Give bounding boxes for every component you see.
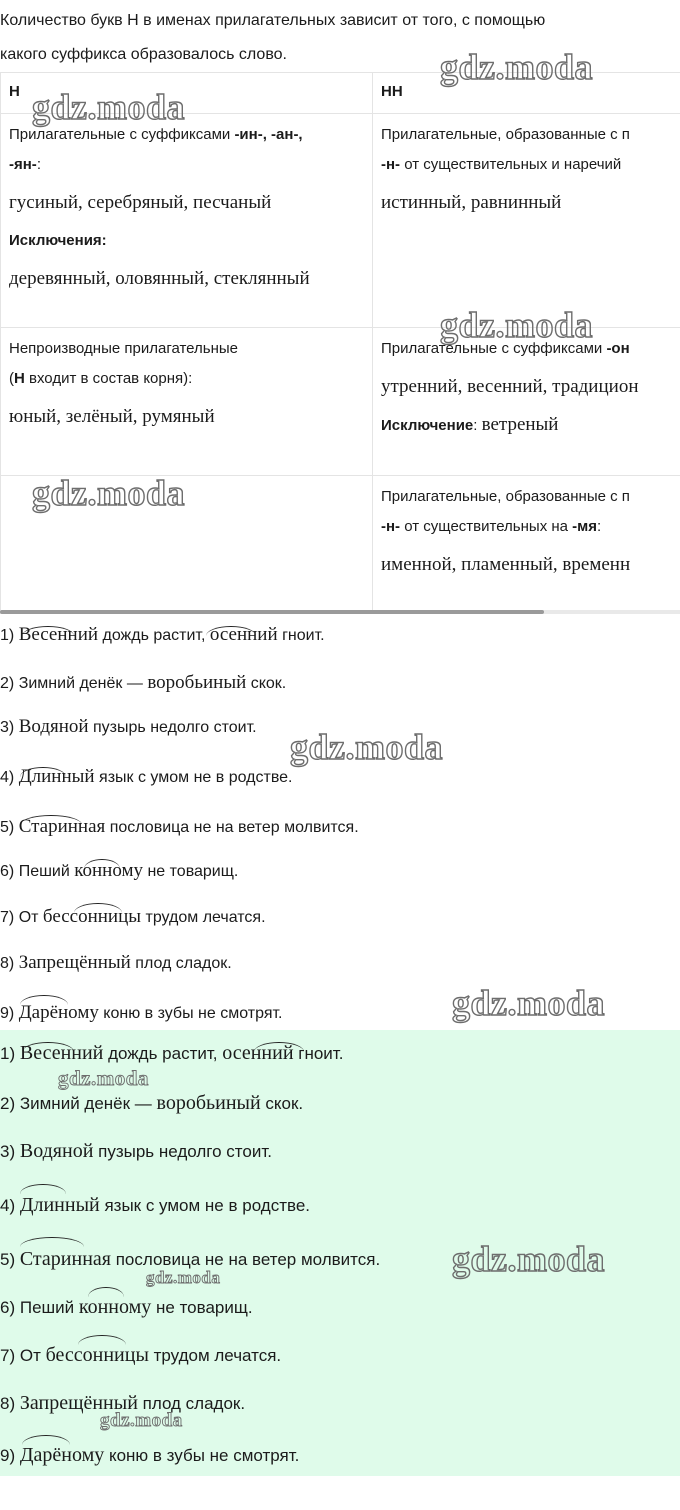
rule-suffixes: -ин-, -ан-, — [234, 126, 303, 143]
answer-text: не товарищ. — [143, 863, 239, 880]
exceptions-colon: : — [101, 232, 107, 249]
exception-words: деревянный, оловянный, стеклянный — [9, 268, 310, 289]
rule-text: Прилагательные, образованные с п — [381, 488, 630, 505]
answer-text: скок. — [246, 675, 287, 692]
table-header-row — [1, 73, 680, 114]
cell-nn-suffix-on — [373, 328, 680, 476]
answer-text: пузырь недолго стоит. — [93, 1142, 272, 1161]
watermark: gdz.moda — [290, 727, 444, 767]
answer-text: пословица не на ветер молвится. — [110, 1250, 381, 1269]
answer-word: Старинная — [18, 816, 106, 837]
item-number: 1) — [0, 627, 15, 644]
answer-text: Зимний денёк — — [18, 675, 148, 692]
answer-text: не товарищ. — [151, 1298, 253, 1317]
list-item — [0, 1296, 253, 1319]
list-item — [0, 672, 286, 694]
list-item — [0, 766, 292, 788]
header-n: Н — [1, 73, 373, 114]
rule-text: входит в состав корня): — [24, 370, 193, 387]
scrollbar-thumb[interactable] — [0, 610, 544, 614]
watermark: gdz.moda — [32, 87, 186, 127]
exception-colon: : — [473, 417, 482, 434]
answer-text: коню в зубы не смотрят. — [98, 1005, 283, 1022]
list-item — [0, 1392, 245, 1415]
answer-text: плод сладок. — [130, 955, 232, 972]
answer-word: Водяной — [18, 716, 89, 737]
answer-list — [0, 620, 680, 1030]
list-item — [0, 1248, 380, 1271]
table-row — [1, 328, 680, 476]
list-item — [0, 716, 257, 738]
answer-text: Пеший — [19, 1298, 79, 1317]
rule-colon: : — [597, 518, 602, 535]
list-item — [0, 860, 238, 882]
rule-text: Прилагательные с суффиксами — [381, 340, 607, 357]
answer-word: бессонницы — [42, 906, 142, 927]
rule-text: Прилагательные с суффиксами — [9, 126, 235, 143]
exceptions-label: Исключения — [9, 232, 102, 249]
answer-text: коню в зубы не смотрят. — [104, 1446, 300, 1465]
answer-text: язык с умом не в родстве. — [94, 769, 293, 786]
intro-line-2: какого суффикса образовалось слово. — [0, 46, 287, 63]
answer-word: конному — [74, 860, 144, 881]
example-words: утренний, весенний, традицион — [381, 376, 639, 397]
example-words: юный, зелёный, румяный — [9, 406, 215, 427]
item-number: 3) — [0, 719, 15, 736]
answer-text: трудом лечатся. — [148, 1346, 282, 1365]
item-number: 9) — [0, 1446, 16, 1465]
list-item — [0, 1194, 310, 1217]
rule-letter: Н — [14, 370, 25, 387]
answer-word: Старинная — [19, 1248, 111, 1270]
item-number: 2) — [0, 1094, 16, 1113]
rules-table — [0, 72, 680, 612]
header-nn: НН — [373, 73, 680, 114]
exception-label: Исключение — [381, 417, 474, 434]
rule-suffix: -н- — [381, 518, 401, 535]
answer-text: гноит. — [293, 1044, 344, 1063]
answer-text: дождь растит, — [98, 627, 210, 644]
item-number: 8) — [0, 1394, 16, 1413]
answer-text: пословица не на ветер молвится. — [105, 819, 359, 836]
rule-text: Непроизводные прилагательные — [9, 340, 238, 357]
item-number: 5) — [0, 819, 15, 836]
rule-text: от существительных и наречий — [400, 156, 622, 173]
answer-word: Запрещённый — [19, 1392, 138, 1414]
answer-word: Длинный — [19, 1194, 100, 1216]
answer-word: бессонницы — [45, 1344, 149, 1366]
answer-word: осенний — [209, 624, 278, 645]
rule-suffix: -ян- — [9, 156, 37, 173]
list-item — [0, 906, 266, 928]
answer-word: воробьиный — [147, 672, 247, 693]
answer-text: пузырь недолго стоит. — [88, 719, 257, 736]
rule-text: от существительных на — [400, 518, 573, 535]
answer-text: Зимний денёк — — [19, 1094, 157, 1113]
list-item — [0, 1002, 282, 1024]
answer-word: Длинный — [18, 766, 95, 787]
item-number: 7) — [0, 909, 15, 926]
example-words: именной, пламенный, временн — [381, 554, 631, 575]
item-number: 7) — [0, 1346, 16, 1365]
answer-word: Дарёному — [18, 1002, 99, 1023]
example-words: гусиный, серебряный, песчаный — [9, 192, 272, 213]
item-number: 2) — [0, 675, 15, 692]
item-number: 4) — [0, 769, 15, 786]
intro-text — [0, 4, 680, 72]
cell-n-empty — [1, 476, 373, 612]
watermark: gdz.moda — [32, 473, 186, 513]
item-number: 4) — [0, 1196, 16, 1215]
answer-word: Весенний — [18, 624, 99, 645]
list-item — [0, 816, 359, 838]
item-number: 6) — [0, 863, 15, 880]
cell-nn-suffix-n — [373, 114, 680, 328]
list-item — [0, 952, 232, 974]
cell-n-nonderived — [1, 328, 373, 476]
item-number: 8) — [0, 955, 15, 972]
example-words: истинный, равнинный — [381, 192, 562, 213]
answer-word: Запрещённый — [18, 952, 131, 973]
list-item — [0, 1444, 299, 1467]
exception-word: ветреный — [481, 414, 559, 435]
rules-table-scroller[interactable] — [0, 72, 680, 612]
answer-word: Водяной — [19, 1140, 94, 1162]
watermark: gdz.moda — [452, 983, 606, 1023]
answer-word: Дарёному — [19, 1444, 105, 1466]
answer-text: Пеший — [18, 863, 75, 880]
list-item — [0, 1344, 281, 1367]
answer-word: воробьиный — [156, 1092, 261, 1114]
answer-text: язык с умом не в родстве. — [99, 1196, 311, 1215]
answer-panel — [0, 1030, 680, 1476]
rule-suffix: -мя — [572, 518, 597, 535]
list-item — [0, 1092, 303, 1115]
list-item — [0, 624, 325, 646]
answer-text: скок. — [260, 1094, 304, 1113]
list-item — [0, 1042, 343, 1065]
rule-text: ( — [9, 370, 14, 387]
rule-colon: : — [36, 156, 41, 173]
answer-word: конному — [78, 1296, 152, 1318]
answer-text: трудом лечатся. — [141, 909, 266, 926]
cell-n-suffixes — [1, 114, 373, 328]
item-number: 1) — [0, 1044, 16, 1063]
table-row — [1, 476, 680, 612]
answer-text: От — [18, 909, 43, 926]
item-number: 6) — [0, 1298, 16, 1317]
answer-text: гноит. — [277, 627, 325, 644]
table-row — [1, 114, 680, 328]
answer-text: От — [19, 1346, 46, 1365]
item-number: 9) — [0, 1005, 15, 1022]
list-item — [0, 1140, 272, 1163]
item-number: 3) — [0, 1142, 16, 1161]
cell-nn-suffix-mya — [373, 476, 680, 612]
item-number: 5) — [0, 1250, 16, 1269]
rule-text: Прилагательные, образованные с п — [381, 126, 630, 143]
answer-text: дождь растит, — [103, 1044, 223, 1063]
rule-suffix: -н- — [381, 156, 401, 173]
intro-line-1: Количество букв Н в именах прилагательных зависит от того, с помощью — [0, 12, 546, 29]
table-scrollbar[interactable] — [0, 610, 680, 614]
watermark: gdz.moda — [440, 47, 594, 87]
answer-word: Весенний — [19, 1042, 104, 1064]
answer-word: осенний — [222, 1042, 294, 1064]
rule-suffix: -он — [606, 340, 630, 357]
watermark: gdz.moda — [440, 305, 594, 345]
answer-text: плод сладок. — [137, 1394, 246, 1413]
